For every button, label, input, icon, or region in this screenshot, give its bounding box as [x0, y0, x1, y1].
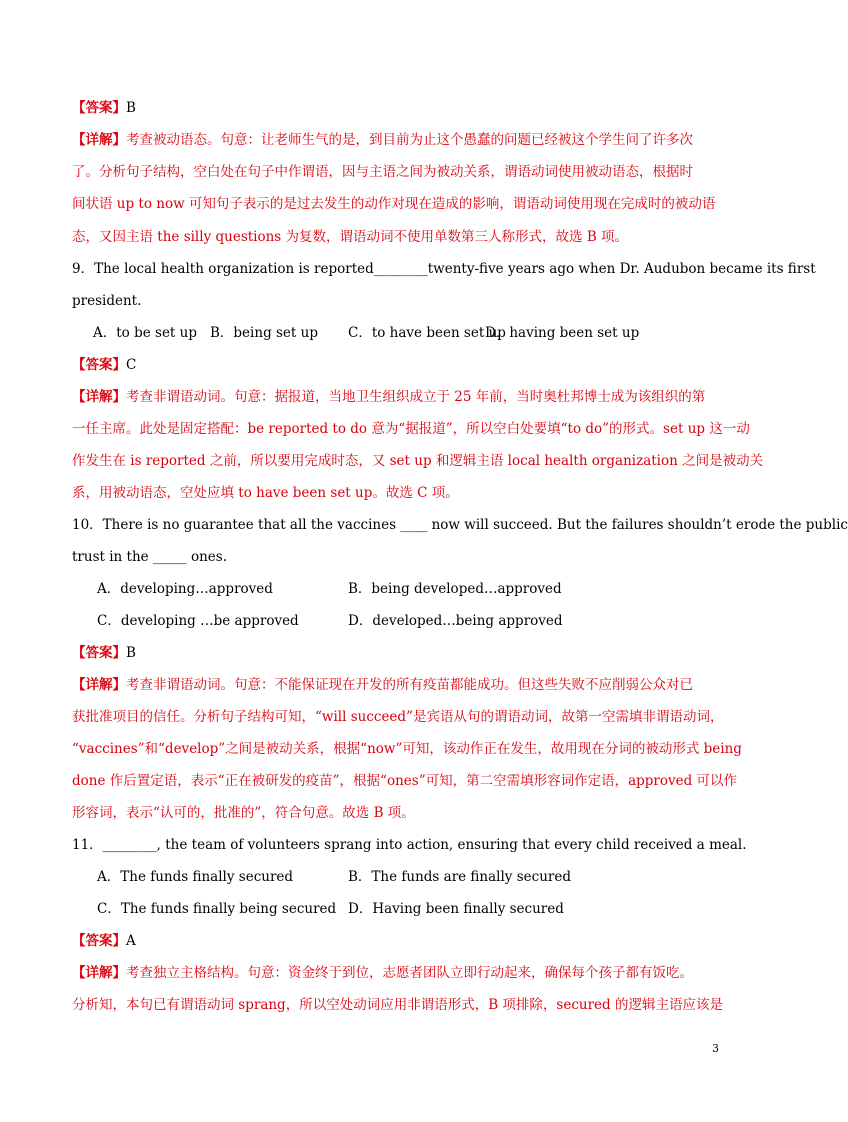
answer-label: 【答案】 — [72, 357, 126, 373]
question-9-option-c: C．to have been set up — [348, 325, 506, 341]
detail-line: 一任主席。此处是固定搭配：be reported to do 意为“据报道”，所以空白处要填“to do”的形式。set up 这一动 — [72, 421, 750, 437]
answer-value: A — [126, 933, 136, 949]
page-number: 3 — [712, 1042, 719, 1055]
question-11-stem: 11．________, the team of volunteers sprang into action, ensuring that every child received a meal. — [72, 837, 747, 853]
detail-line: done 作后置定语，表示“正在被研发的疫苗”，根据“ones”可知，第二空需填形容词作定语，approved 可以作 — [72, 773, 738, 789]
detail-label: 【详解】 — [72, 677, 126, 693]
detail-line: 态，又因主语 the silly questions 为复数，谓语动词不使用单数第三人称形式，故选 B 项。 — [72, 229, 629, 245]
detail-line: 【详解】考查被动语态。句意：让老师生气的是，到目前为止这个愚蠢的问题已经被这个学生问了许多次 — [72, 132, 693, 148]
detail-line: 【详解】考查独立主格结构。句意：资金终于到位，志愿者团队立即行动起来，确保每个孩子都有饭吃。 — [72, 965, 693, 981]
question-9-option-a: A．to be set up — [93, 325, 197, 341]
detail-line: 【详解】考查非谓语动词。句意：不能保证现在开发的所有疫苗都能成功。但这些失败不应削弱公众对已 — [72, 677, 693, 693]
detail-line: 作发生在 is reported 之前，所以要用完成时态，又 set up 和逻辑主语 local health organization 之间是被动关 — [72, 453, 764, 469]
question-11-option-c: C．The funds finally being secured — [97, 901, 337, 917]
question-11-option-b: B．The funds are finally secured — [348, 869, 571, 885]
question-11-option-d: D．Having been finally secured — [348, 901, 564, 917]
answer-line — [72, 643, 732, 663]
question-11-option-a: A．The funds finally secured — [97, 869, 294, 885]
detail-line: 了。分析句子结构，空白处在句子中作谓语，因与主语之间为被动关系，谓语动词使用被动语态，根据时 — [72, 164, 693, 180]
answer-line — [72, 355, 732, 375]
detail-line: 获批准项目的信任。分析句子结构可知，“will succeed”是宾语从句的谓语动词，故第一空需填非谓语动词， — [72, 709, 724, 725]
detail-line: 形容词，表示“认可的，批准的”，符合句意。故选 B 项。 — [72, 805, 415, 821]
answer-value: B — [126, 100, 136, 116]
answer-line — [72, 931, 732, 951]
question-9-stem: 9．The local health organization is reported________twenty-five years ago when Dr. Audubon became its first — [72, 261, 816, 277]
question-10-option-b: B．being developed…approved — [348, 581, 562, 597]
answer-value: B — [126, 645, 136, 661]
detail-line: 【详解】考查非谓语动词。句意：据报道，当地卫生组织成立于 25 年前，当时奥杜邦博士成为该组织的第 — [72, 389, 706, 405]
answer-label: 【答案】 — [72, 933, 126, 949]
answer-value: C — [126, 357, 137, 373]
answer-line — [72, 98, 732, 118]
question-9-stem: president. — [72, 293, 142, 309]
answer-label: 【答案】 — [72, 645, 126, 661]
question-10-option-a: A．developing…approved — [97, 581, 273, 597]
question-9-option-b: B．being set up — [210, 325, 318, 341]
question-9-option-d: D．having been set up — [485, 325, 640, 341]
detail-line: 间状语 up to now 可知句子表示的是过去发生的动作对现在造成的影响，谓语动词使用现在完成时的被动语 — [72, 196, 716, 212]
detail-label: 【详解】 — [72, 389, 126, 405]
detail-label: 【详解】 — [72, 132, 126, 148]
detail-line: “vaccines”和“develop”之间是被动关系，根据“now”可知，该动作正在发生，故用现在分词的被动形式 being — [72, 741, 742, 757]
question-10-stem: 10．There is no guarantee that all the vaccines ____ now will succeed. But the failures shouldn’t erode the public — [72, 517, 848, 533]
detail-line: 分析知，本句已有谓语动词 sprang，所以空处动词应用非谓语形式，B 项排除，secured 的逻辑主语应该是 — [72, 997, 723, 1013]
question-10-stem: trust in the _____ ones. — [72, 549, 227, 565]
answer-label: 【答案】 — [72, 100, 126, 116]
detail-label: 【详解】 — [72, 965, 126, 981]
question-10-option-d: D．developed…being approved — [348, 613, 563, 629]
detail-line: 系，用被动语态，空处应填 to have been set up。故选 C 项。 — [72, 485, 459, 501]
question-10-option-c: C．developing …be approved — [97, 613, 299, 629]
